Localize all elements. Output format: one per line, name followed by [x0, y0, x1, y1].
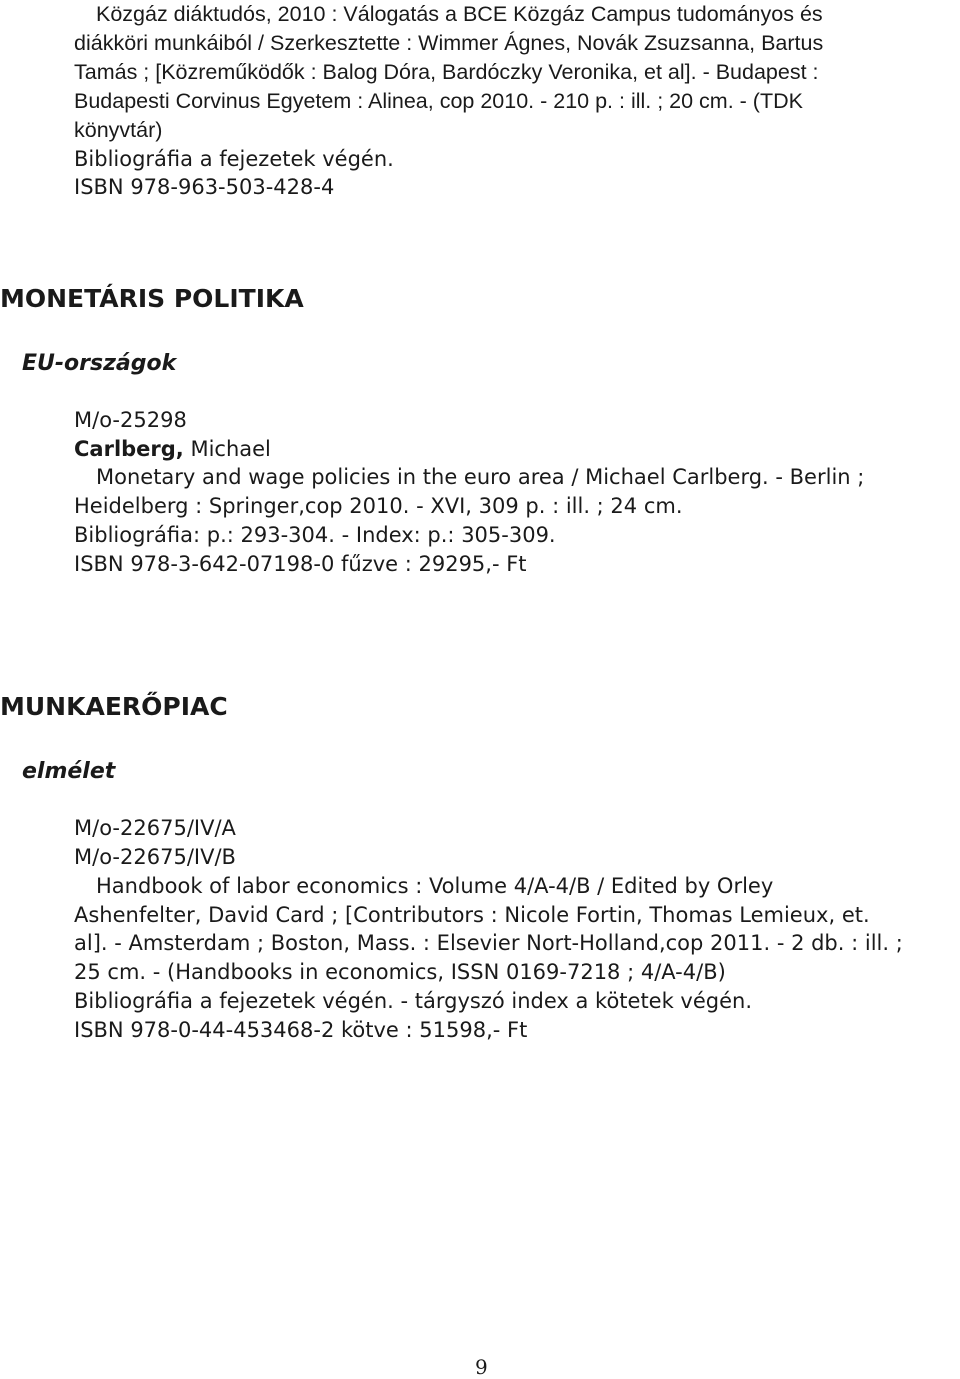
section-heading: MONETÁRIS POLITIKA — [0, 284, 304, 313]
entry-title-line: Tamás ; [Közreműködők : Balog Dóra, Bardóczky Veronika, et al]. - Budapest : — [74, 60, 819, 84]
entry-title-line: Ashenfelter, David Card ; [Contributors : Nicole Fortin, Thomas Lemieux, et. — [74, 903, 870, 927]
page-number: 9 — [475, 1355, 488, 1379]
entry-title-line: 25 cm. - (Handbooks in economics, ISSN 0169-7218 ; 4/A-4/B) — [74, 960, 726, 984]
entry-isbn: ISBN 978-963-503-428-4 — [74, 175, 335, 199]
entry-title-line: Közgáz diáktudós, 2010 : Válogatás a BCE Közgáz Campus tudományos és — [96, 2, 823, 26]
section-heading: MUNKAERŐPIAC — [0, 692, 228, 721]
entry-bibliography: Bibliográfia a fejezetek végén. - tárgyszó index a kötetek végén. — [74, 989, 753, 1013]
call-number: M/o-22675/IV/B — [74, 845, 236, 869]
entry-bibliography: Bibliográfia a fejezetek végén. — [74, 147, 394, 171]
author-given-name: Michael — [183, 437, 271, 461]
entry-title-line: Budapesti Corvinus Egyetem : Alinea, cop 2010. - 210 p. : ill. ; 20 cm. - (TDK — [74, 89, 803, 113]
entry-isbn: ISBN 978-3-642-07198-0 fűzve : 29295,- Ft — [74, 552, 527, 576]
entry-title-line: könyvtár) — [74, 118, 163, 142]
section-subheading: elmélet — [22, 759, 116, 784]
entry-title-line: Heidelberg : Springer,cop 2010. - XVI, 309 p. : ill. ; 24 cm. — [74, 494, 683, 518]
author-surname: Carlberg, — [74, 437, 184, 461]
entry-title-line: diákköri munkáiból / Szerkesztette : Wimmer Ágnes, Novák Zsuzsanna, Bartus — [74, 31, 824, 55]
author — [74, 439, 271, 460]
call-number: M/o-25298 — [74, 408, 187, 432]
entry-isbn: ISBN 978-0-44-453468-2 kötve : 51598,- Ft — [74, 1018, 528, 1042]
section-subheading: EU-országok — [22, 351, 177, 376]
entry-title-line: Monetary and wage policies in the euro area / Michael Carlberg. - Berlin ; — [96, 465, 865, 489]
entry-title-line: Handbook of labor economics : Volume 4/A-4/B / Edited by Orley — [96, 874, 774, 898]
entry-bibliography: Bibliográfia: p.: 293-304. - Index: p.: 305-309. — [74, 523, 556, 547]
call-number: M/o-22675/IV/A — [74, 816, 236, 840]
entry-title-line: al]. - Amsterdam ; Boston, Mass. : Elsevier Nort-Holland,cop 2011. - 2 db. : ill. ; — [74, 931, 903, 955]
